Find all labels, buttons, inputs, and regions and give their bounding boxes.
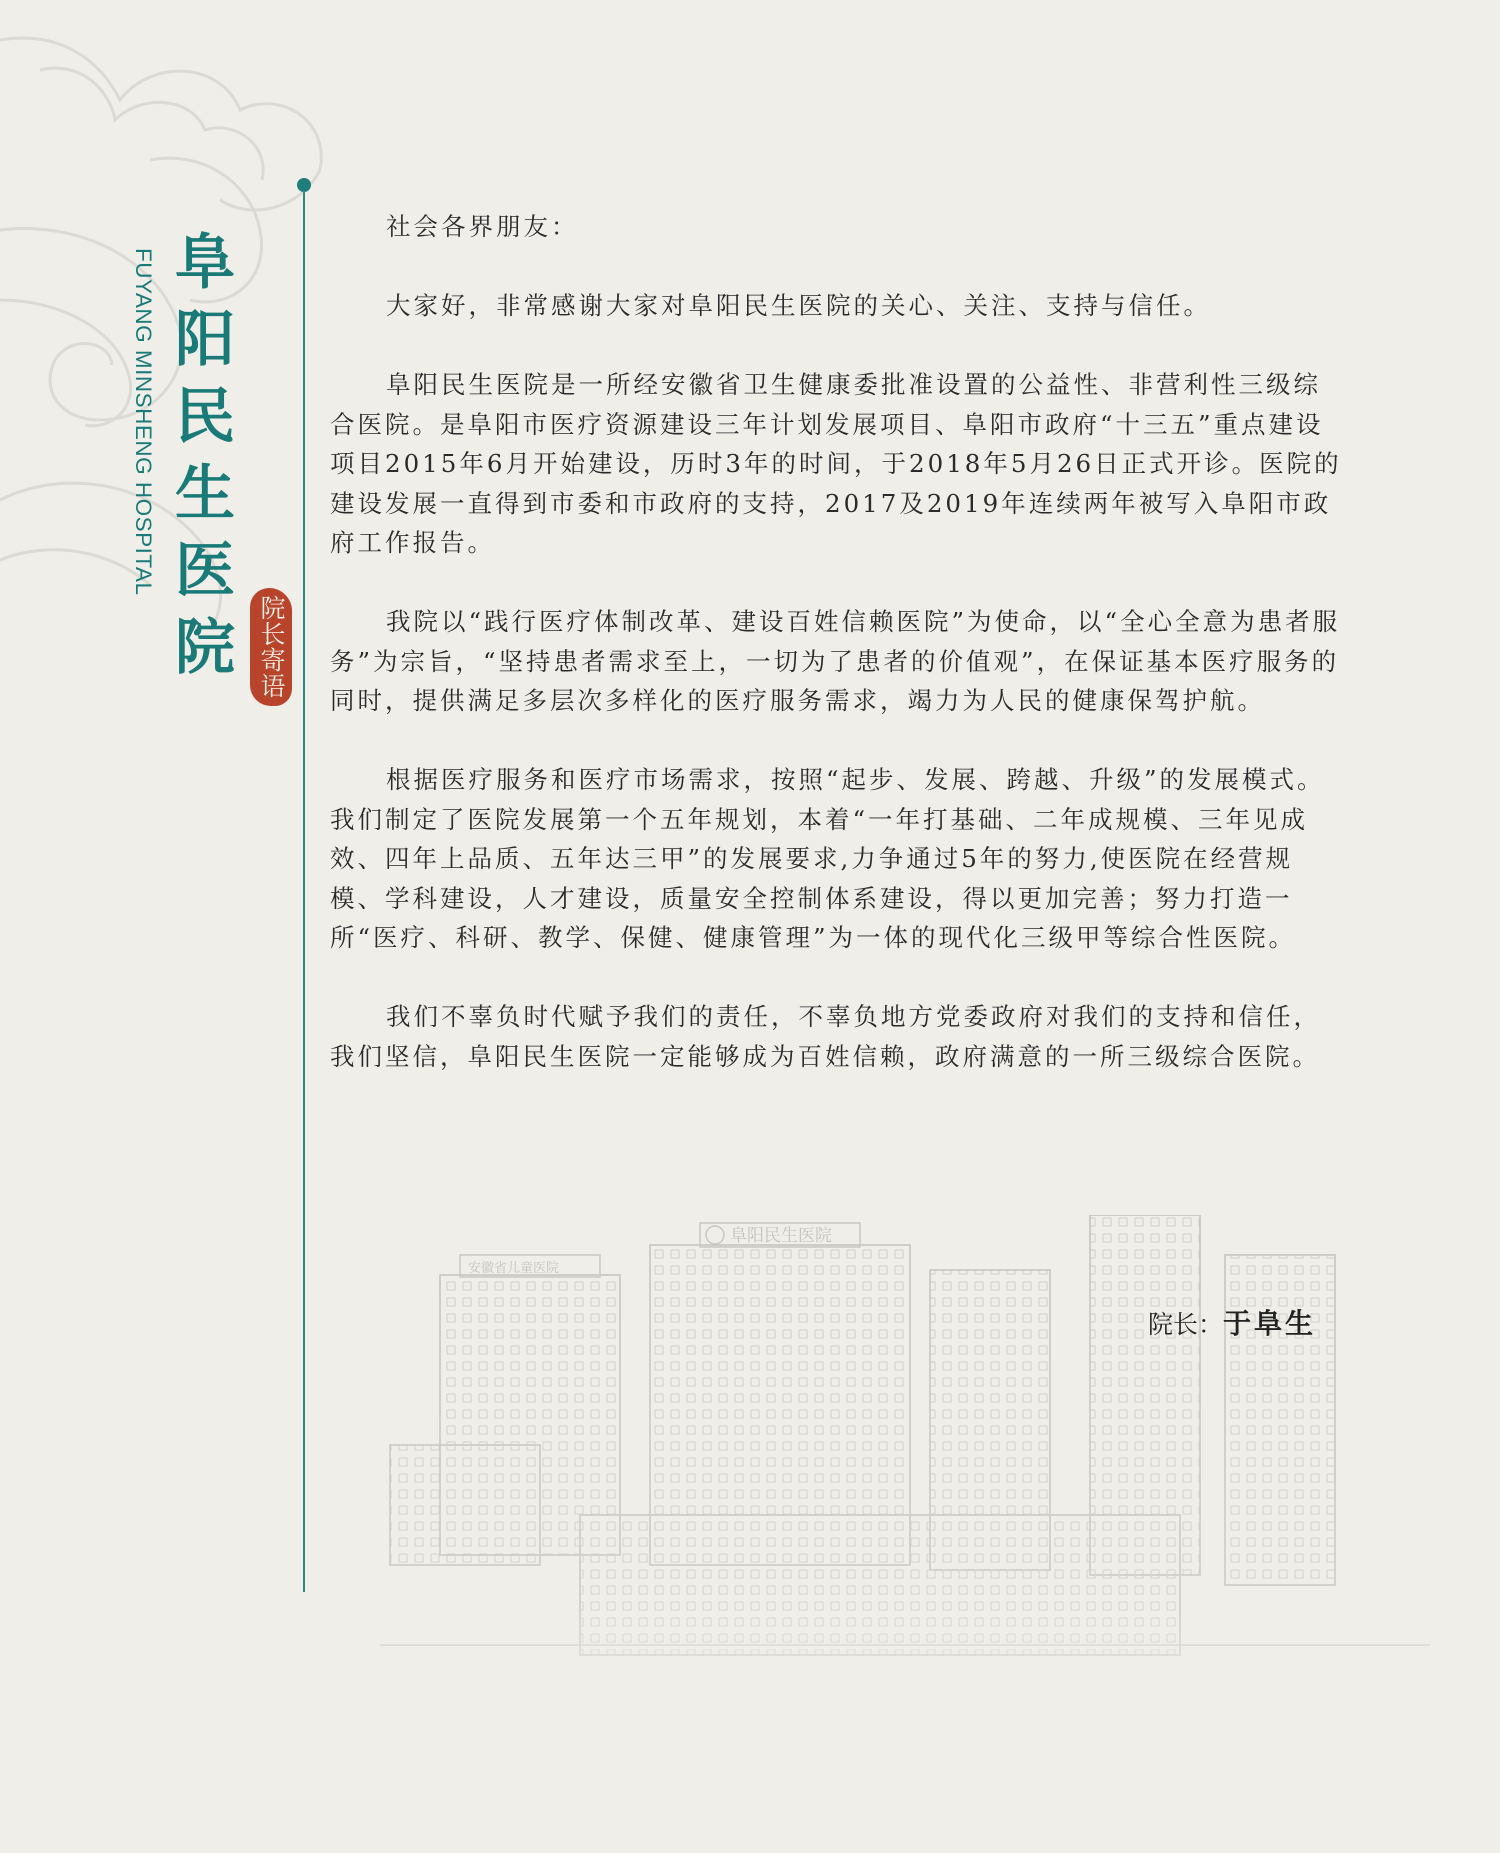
title-char: 民: [175, 382, 235, 452]
letter-paragraph: 大家好，非常感谢大家对阜阳民生医院的关心、关注、支持与信任。: [386, 291, 1211, 320]
hospital-name-english: FUYANG MINSHENG HOSPITAL: [131, 248, 156, 596]
seal-stamp: 院长寄语: [250, 588, 292, 706]
letter-paragraph: 根据医疗服务和医疗市场需求，按照“起步、发展、跨越、升级”的发展模式。我们制定了医院发展第一个五年规划，本着“一年打基础、二年成规模、三年见成效、四年上品质、五年达三甲”的发展要求,力争通过5年的努力,使医院在经营规模、学科建设，人才建设，质量安全控制体系建设，得以更加完善；努力打造一所“医疗、科研、教学、保健、健康管理”为一体的现代化三级甲等综合性医院。: [330, 765, 1325, 952]
hospital-buildings-illustration: [380, 1215, 1430, 1735]
signature-name: 于阜生: [1223, 1307, 1317, 1340]
hospital-name-vertical: [170, 225, 240, 687]
signature-label: 院长：: [1148, 1310, 1224, 1339]
title-char: 阜: [175, 228, 235, 298]
title-char: 院: [175, 613, 235, 683]
title-char: 医: [175, 536, 235, 606]
letter-paragraph: 我们不辜负时代赋予我们的责任，不辜负地方党委政府对我们的支持和信任，我们坚信，阜阳民生医院一定能够成为百姓信赖，政府满意的一所三级综合医院。: [330, 1002, 1321, 1071]
director-signature: [1148, 1302, 1316, 1342]
timeline-line: [303, 190, 305, 1592]
title-char: 生: [175, 459, 235, 529]
director-letter: [330, 207, 1342, 1116]
letter-paragraph: 阜阳民生医院是一所经安徽省卫生健康委批准设置的公益性、非营利性三级综合医院。是阜阳市医疗资源建设三年计划发展项目、阜阳市政府“十三五”重点建设项目2015年6月开始建设，历时3年的时间，于2018年5月26日正式开诊。医院的建设发展一直得到市委和市政府的支持，2017及2019年连续两年被写入阜阳市政府工作报告。: [330, 370, 1342, 557]
letter-paragraph: 我院以“践行医疗体制改革、建设百姓信赖医院”为使命，以“全心全意为患者服务”为宗旨，“坚持患者需求至上，一切为了患者的价值观”，在保证基本医疗服务的同时，提供满足多层次多样化的医疗服务需求，竭力为人民的健康保驾护航。: [330, 607, 1341, 715]
letter-salutation: 社会各界朋友：: [386, 212, 579, 241]
title-char: 阳: [175, 305, 235, 375]
